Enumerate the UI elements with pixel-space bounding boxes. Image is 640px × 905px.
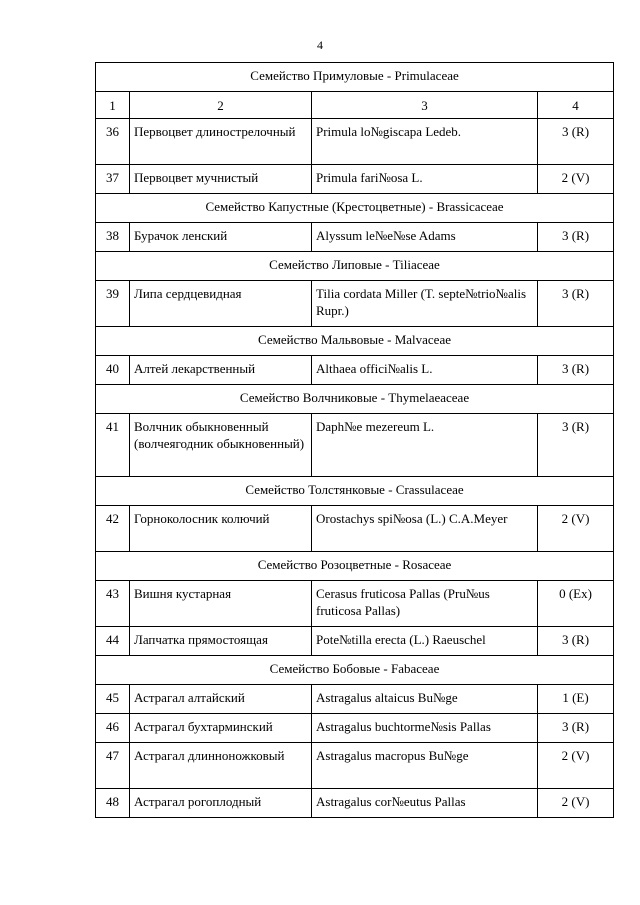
latin-name: Althaea offici№alis L.	[312, 356, 538, 385]
latin-name: Pote№tilla erecta (L.) Raeuschel	[312, 627, 538, 656]
column-header: 4	[538, 92, 614, 119]
species-row	[96, 165, 614, 194]
family-heading: Семейство Розоцветные - Rosaceae	[96, 552, 614, 581]
species-row	[96, 685, 614, 714]
species-table-body	[96, 63, 614, 818]
russian-name: Астрагал длинноножковый	[130, 743, 312, 789]
family-row	[96, 385, 614, 414]
row-number: 44	[96, 627, 130, 656]
family-row	[96, 656, 614, 685]
species-row	[96, 789, 614, 818]
latin-name: Alyssum le№e№se Adams	[312, 223, 538, 252]
latin-name: Astragalus altaicus Bu№ge	[312, 685, 538, 714]
russian-name: Алтей лекарственный	[130, 356, 312, 385]
row-number: 41	[96, 414, 130, 477]
russian-name: Астрагал алтайский	[130, 685, 312, 714]
row-number: 38	[96, 223, 130, 252]
latin-name: Orostachys spi№osa (L.) C.A.Meyer	[312, 506, 538, 552]
latin-name: Cerasus fruticosa Pallas (Pru№us fruticosa Pallas)	[312, 581, 538, 627]
row-number: 43	[96, 581, 130, 627]
latin-name: Astragalus cor№eutus Pallas	[312, 789, 538, 818]
family-row	[96, 327, 614, 356]
russian-name: Волчник обыкновенный (волчеягодник обыкновенный)	[130, 414, 312, 477]
row-number: 36	[96, 119, 130, 165]
species-row	[96, 714, 614, 743]
family-heading: Семейство Примуловые - Primulaceae	[96, 63, 614, 92]
conservation-status: 1 (E)	[538, 685, 614, 714]
species-table	[95, 62, 614, 818]
conservation-status: 2 (V)	[538, 789, 614, 818]
page-number: 4	[317, 38, 323, 52]
species-row	[96, 743, 614, 789]
conservation-status: 3 (R)	[538, 223, 614, 252]
species-row	[96, 223, 614, 252]
species-row	[96, 627, 614, 656]
conservation-status: 2 (V)	[538, 743, 614, 789]
russian-name: Горноколосник колючий	[130, 506, 312, 552]
row-number: 37	[96, 165, 130, 194]
family-heading: Семейство Бобовые - Fabaceae	[96, 656, 614, 685]
latin-name: Astragalus buchtorme№sis Pallas	[312, 714, 538, 743]
russian-name: Первоцвет мучнистый	[130, 165, 312, 194]
family-heading: Семейство Мальвовые - Malvaceae	[96, 327, 614, 356]
family-heading: Семейство Капустные (Крестоцветные) - Brassicaceae	[96, 194, 614, 223]
russian-name: Первоцвет длинострелочный	[130, 119, 312, 165]
species-row	[96, 356, 614, 385]
conservation-status: 3 (R)	[538, 356, 614, 385]
conservation-status: 3 (R)	[538, 627, 614, 656]
russian-name: Бурачок ленский	[130, 223, 312, 252]
conservation-status: 3 (R)	[538, 281, 614, 327]
russian-name: Вишня кустарная	[130, 581, 312, 627]
family-row	[96, 552, 614, 581]
family-heading: Семейство Волчниковые - Thymelaeaceae	[96, 385, 614, 414]
russian-name: Липа сердцевидная	[130, 281, 312, 327]
row-number: 46	[96, 714, 130, 743]
row-number: 45	[96, 685, 130, 714]
russian-name: Астрагал бухтарминский	[130, 714, 312, 743]
column-header: 2	[130, 92, 312, 119]
conservation-status: 3 (R)	[538, 714, 614, 743]
column-header: 3	[312, 92, 538, 119]
family-heading: Семейство Толстянковые - Crassulaceae	[96, 477, 614, 506]
row-number: 48	[96, 789, 130, 818]
column-header: 1	[96, 92, 130, 119]
conservation-status: 0 (Ex)	[538, 581, 614, 627]
species-row	[96, 281, 614, 327]
species-row	[96, 119, 614, 165]
latin-name: Tilia cordata Miller (T. septe№trio№alis Rupr.)	[312, 281, 538, 327]
russian-name: Лапчатка прямостоящая	[130, 627, 312, 656]
conservation-status: 3 (R)	[538, 119, 614, 165]
species-row	[96, 414, 614, 477]
latin-name: Primula fari№osa L.	[312, 165, 538, 194]
species-row	[96, 506, 614, 552]
column-header-row	[96, 92, 614, 119]
latin-name: Primula lo№gisсара Ledeb.	[312, 119, 538, 165]
conservation-status: 2 (V)	[538, 506, 614, 552]
row-number: 47	[96, 743, 130, 789]
russian-name: Астрагал рогоплодный	[130, 789, 312, 818]
family-row	[96, 477, 614, 506]
row-number: 40	[96, 356, 130, 385]
latin-name: Astragalus macropus Bu№ge	[312, 743, 538, 789]
species-row	[96, 581, 614, 627]
family-row	[96, 63, 614, 92]
row-number: 42	[96, 506, 130, 552]
conservation-status: 3 (R)	[538, 414, 614, 477]
latin-name: Daph№e mezereum L.	[312, 414, 538, 477]
family-row	[96, 252, 614, 281]
conservation-status: 2 (V)	[538, 165, 614, 194]
family-heading: Семейство Липовые - Tiliaceae	[96, 252, 614, 281]
family-row	[96, 194, 614, 223]
row-number: 39	[96, 281, 130, 327]
